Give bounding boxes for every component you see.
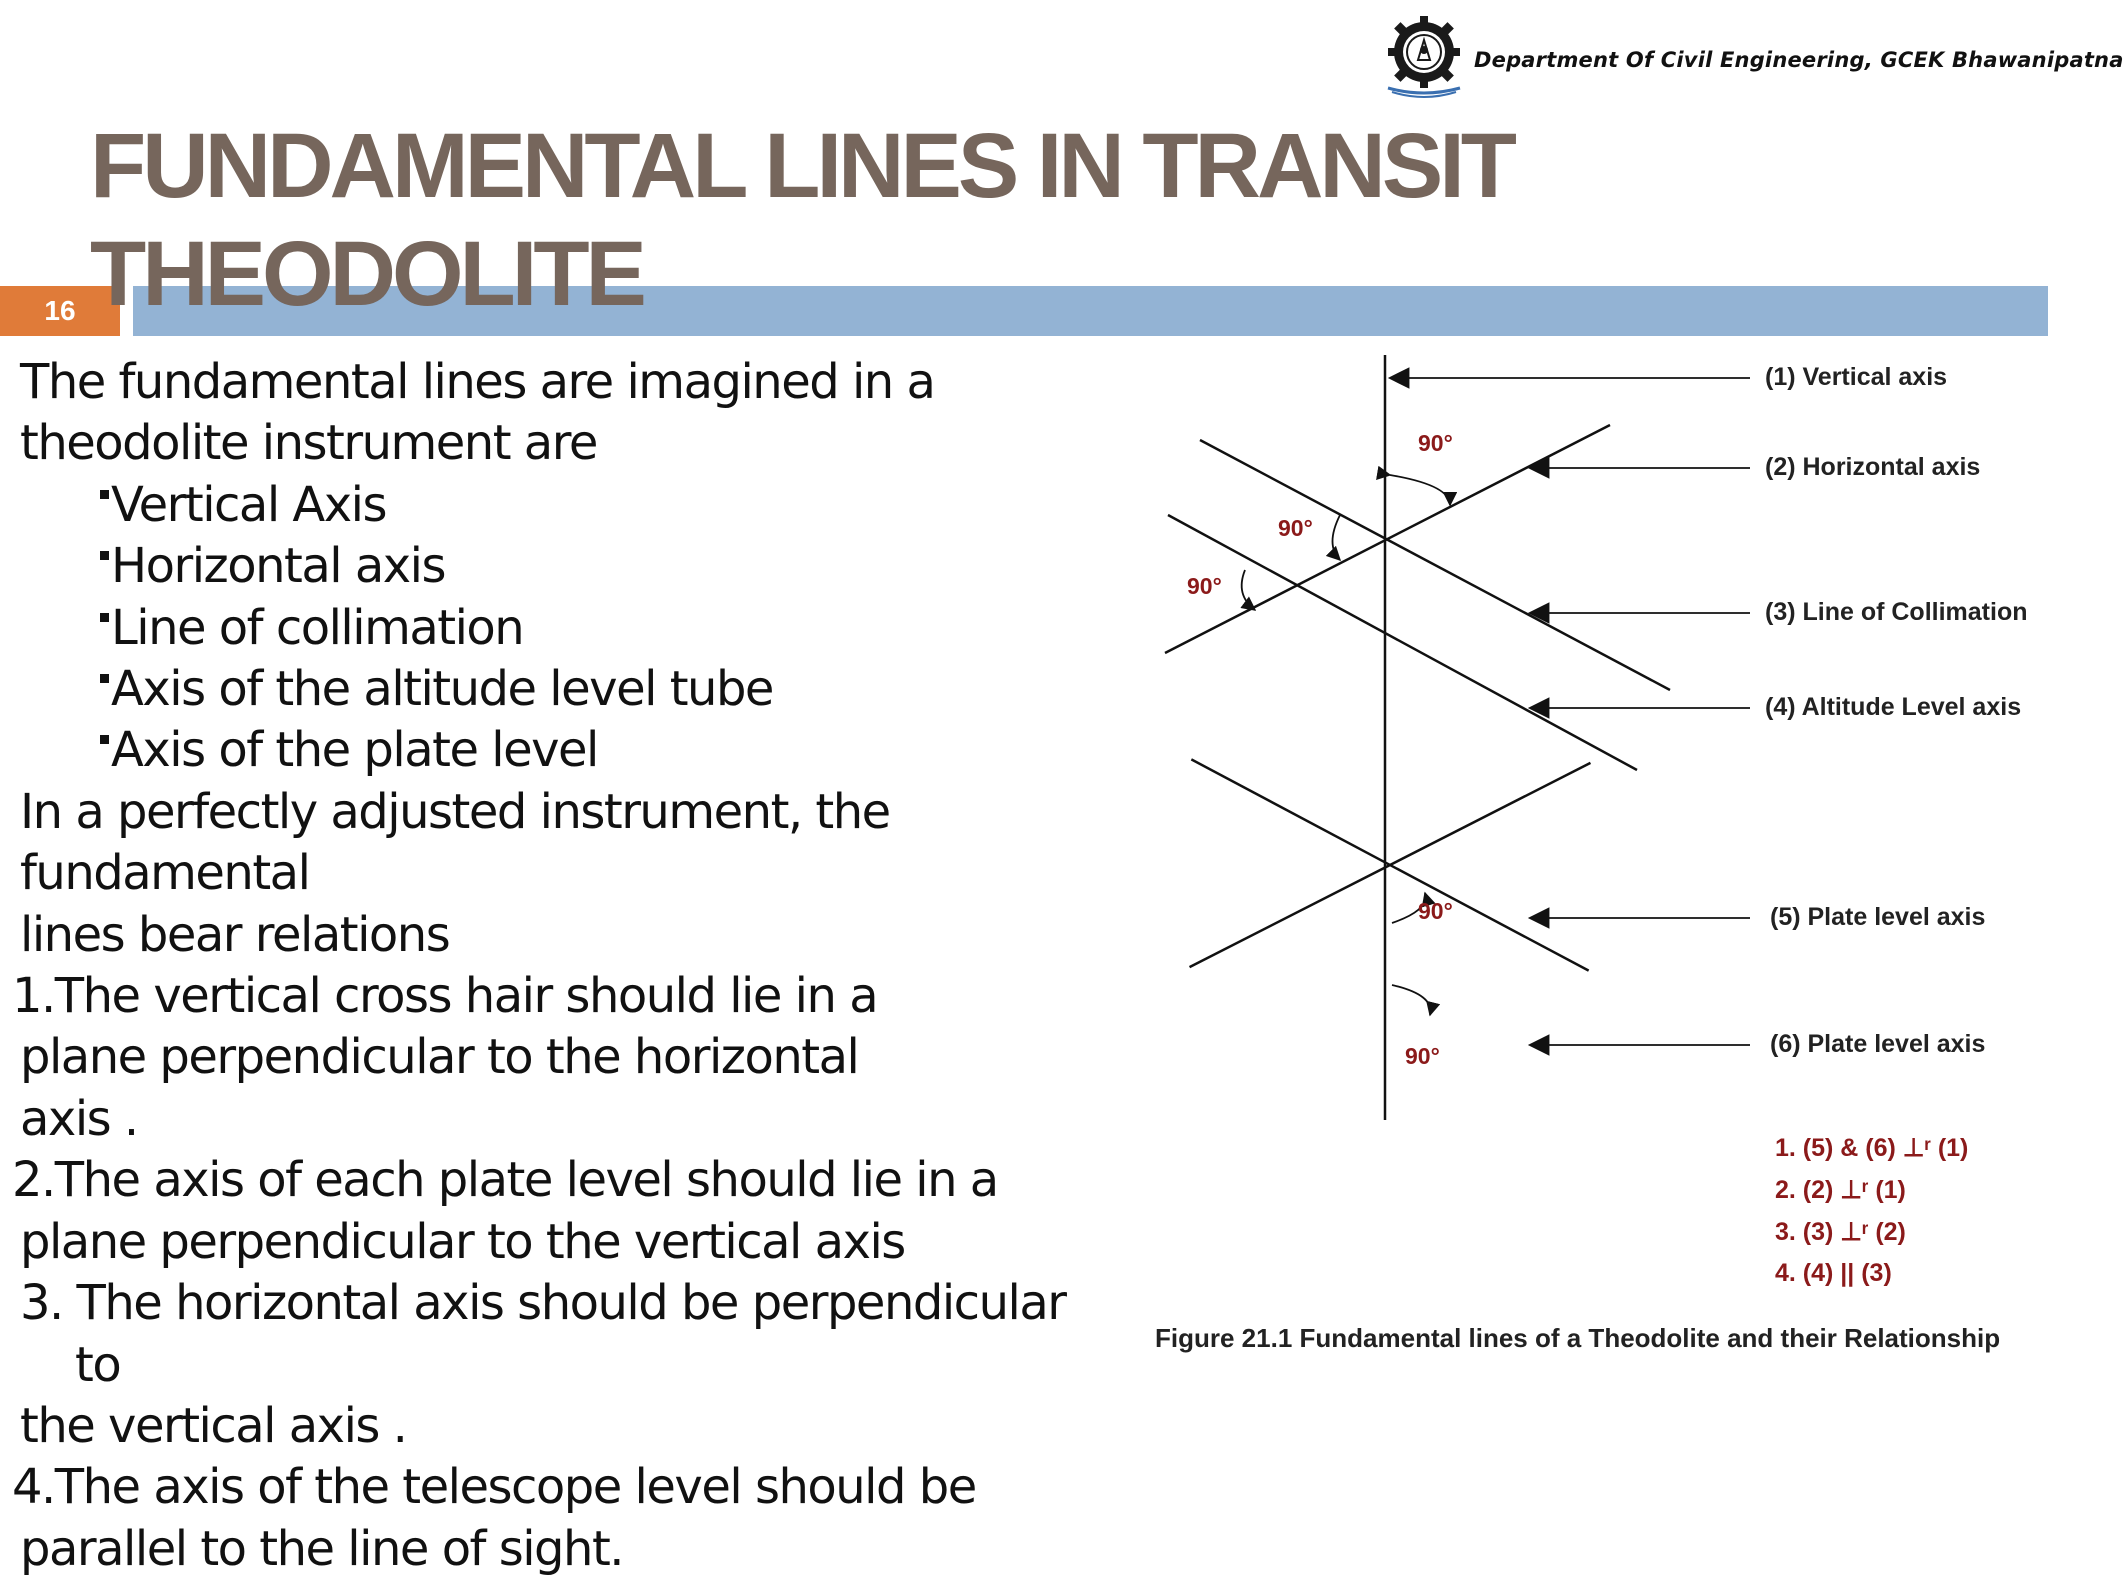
relation-2: 2. (2) ⊥ʳ (1) [1775,1176,1906,1204]
adjusted-line-2: fundamental [20,845,310,902]
label-line-of-collimation: (3) Line of Collimation [1765,598,2028,626]
header [1380,10,2124,96]
label-vertical-axis: (1) Vertical axis [1765,363,1948,391]
altitude-level-line [1168,515,1637,770]
angle-label: 90° [1278,515,1313,541]
bullet-item: Axis of the plate level [20,720,1080,781]
rule-4-line-1: 4.The axis of the telescope level should be [12,1459,976,1516]
intro-line-1: The fundamental lines are imagined in a [20,354,935,410]
title-line-2: THEODOLITE [90,223,643,325]
angle-label: 90° [1418,430,1453,456]
adjusted-line-1: In a perfectly adjusted instrument, the [20,783,890,840]
collimation-line [1200,440,1670,690]
angle-arc-2 [1333,515,1341,560]
bullet-item: Axis of the altitude level tube [20,659,1080,720]
angle-arc-3 [1242,570,1255,610]
relation-4: 4. (4) || (3) [1775,1259,1892,1287]
figure-caption: Figure 21.1 Fundamental lines of a Theodolite and their Relationship [1155,1323,2001,1353]
rule-3-line-2: to [75,1336,121,1393]
bullet-item: Vertical Axis [20,475,1080,536]
title-line-1: FUNDAMENTAL LINES IN TRANSIT [90,115,1513,217]
slide-number: 16 [0,286,120,336]
rule-3-line-1: 3. The horizontal axis should be perpendicular [20,1275,1066,1332]
college-logo [1380,10,1470,96]
plate-level-line-6 [1191,759,1588,970]
angle-arc-1 [1390,475,1450,505]
angle-label: 90° [1187,573,1222,599]
rule-4-line-2: parallel to the line of sight. [20,1520,624,1577]
rule-3-line-3: the vertical axis . [20,1397,407,1454]
page-title [90,112,1590,328]
adjusted-line-3: lines bear relations [20,906,450,963]
rule-1-line-2: plane perpendicular to the horizontal [20,1029,859,1086]
rule-2-line-1: 2.The axis of each plate level should lie in a [12,1152,998,1209]
label-horizontal-axis: (2) Horizontal axis [1765,453,1981,481]
rule-1-line-1: 1.The vertical cross hair should lie in a [12,968,878,1025]
label-plate-level-axis-6: (6) Plate level axis [1770,1030,1986,1058]
angle-label: 90° [1405,1043,1440,1069]
rule-2-line-2: plane perpendicular to the vertical axis [20,1213,905,1270]
rule-1-line-3: axis . [20,1090,138,1147]
bullet-item: Line of collimation [20,598,1080,659]
angle-arc-5 [1392,985,1431,1015]
intro-line-2: theodolite instrument are [20,415,597,472]
bullet-item: Horizontal axis [20,536,1080,597]
label-altitude-level-axis: (4) Altitude Level axis [1765,693,2022,721]
angle-label: 90° [1418,898,1453,924]
department-name: Department Of Civil Engineering, GCEK Bhawanipatna [1474,48,2124,72]
theodolite-figure [1150,345,2040,1355]
label-plate-level-axis-5: (5) Plate level axis [1770,903,1986,931]
relation-1: 1. (5) & (6) ⊥ʳ (1) [1775,1134,1969,1162]
gear-icon [1388,16,1460,97]
body-text [12,352,1080,1580]
relation-3: 3. (3) ⊥ʳ (2) [1775,1218,1906,1246]
figure-diagram [1150,345,2040,1355]
